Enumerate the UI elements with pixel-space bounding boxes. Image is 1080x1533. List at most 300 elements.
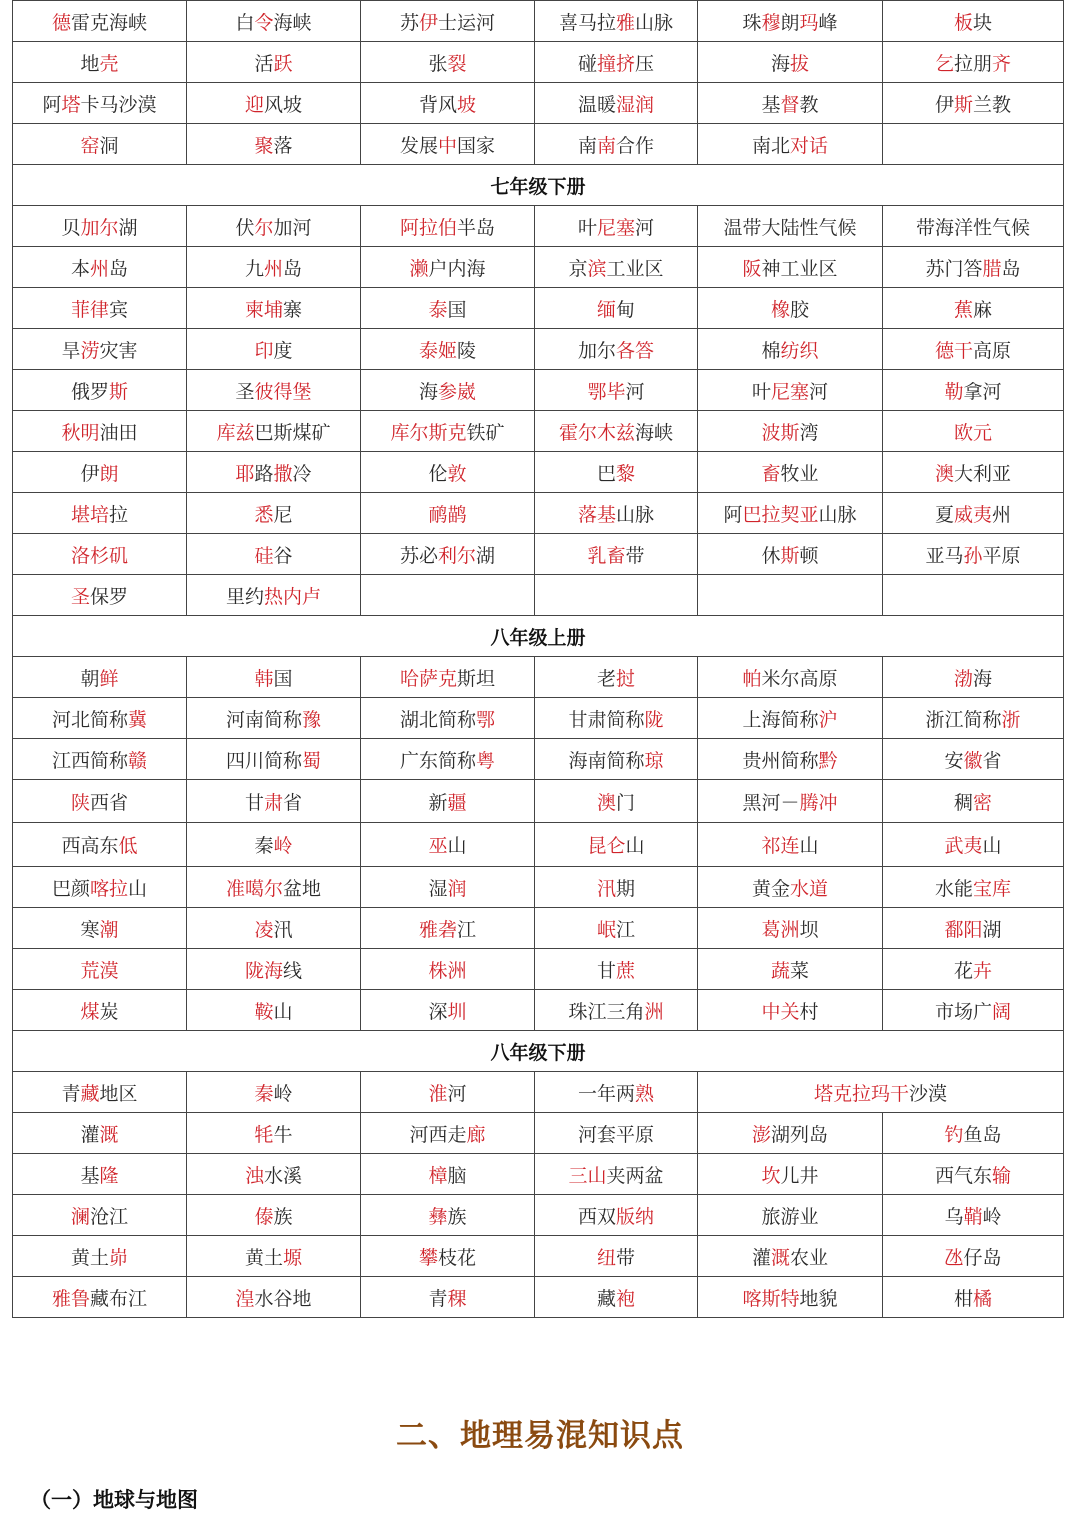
- term-text: 贝: [61, 216, 81, 239]
- table-cell: [361, 575, 535, 616]
- highlighted-char: 蔗: [616, 959, 636, 982]
- table-cell: [535, 206, 698, 247]
- table-cell: [535, 288, 698, 329]
- table-cell: [883, 247, 1064, 288]
- table-cell: [13, 288, 187, 329]
- table-cell: [187, 823, 361, 867]
- term-text: 一年两: [577, 1082, 635, 1105]
- table-cell: [13, 575, 187, 616]
- table-cell: [883, 1277, 1064, 1318]
- term-text: 陵: [457, 339, 477, 362]
- highlighted-char: 悉: [254, 503, 274, 526]
- highlighted-char: 韩: [254, 667, 274, 690]
- term-text: 伏: [235, 216, 255, 239]
- table-cell: [361, 1236, 535, 1277]
- term-text: 甘: [596, 959, 616, 982]
- term-text: 伦: [428, 462, 448, 485]
- highlighted-char: 帕: [742, 667, 762, 690]
- table-cell: [361, 1195, 535, 1236]
- highlighted-char: 圳: [447, 1000, 467, 1023]
- term-text: 夹两盆: [606, 1164, 664, 1187]
- term-text: 宾: [109, 298, 129, 321]
- table-cell: [13, 124, 187, 165]
- table-cell: [361, 780, 535, 823]
- highlighted-char: 荒漠: [80, 959, 119, 982]
- table-cell: [187, 206, 361, 247]
- table-cell: [883, 1236, 1064, 1277]
- highlighted-char: 蜀: [302, 749, 322, 772]
- table-cell: [883, 42, 1064, 83]
- term-text: 带: [616, 1246, 636, 1269]
- highlighted-char: 乳畜: [587, 544, 626, 567]
- term-text: 深: [428, 1000, 448, 1023]
- term-text: 带: [625, 544, 645, 567]
- table-cell: [187, 288, 361, 329]
- table-cell: [187, 1, 361, 42]
- term-text: 夏: [934, 503, 954, 526]
- highlighted-char: 腾冲: [799, 791, 838, 814]
- term-text: 度: [273, 339, 293, 362]
- table-cell: [361, 83, 535, 124]
- highlighted-char: 库尔斯克: [390, 421, 467, 444]
- highlighted-char: 巴拉契亚: [742, 503, 819, 526]
- term-text: 市场广: [934, 1000, 992, 1023]
- table-row: [13, 452, 1064, 493]
- term-text: 江西简称: [51, 749, 128, 772]
- table-cell: [13, 83, 187, 124]
- highlighted-char: 齐: [992, 52, 1012, 75]
- section-title: 八年级下册: [13, 1031, 1064, 1072]
- term-text: 四川简称: [225, 749, 302, 772]
- highlighted-char: 柬埔: [244, 298, 283, 321]
- table-cell: [361, 739, 535, 780]
- table-cell: [535, 411, 698, 452]
- term-text: 新: [428, 791, 448, 814]
- highlighted-char: 稞: [447, 1287, 467, 1310]
- table-row: [13, 698, 1064, 739]
- section-title: 七年级下册: [13, 165, 1064, 206]
- term-text: 珠江三角: [568, 1000, 645, 1023]
- table-cell: [361, 1154, 535, 1195]
- highlighted-char: 阪: [742, 257, 762, 280]
- highlighted-char: 株洲: [428, 959, 467, 982]
- table-cell: [535, 698, 698, 739]
- term-text: 河: [447, 1082, 467, 1105]
- term-text: 山脉: [616, 503, 655, 526]
- table-cell: [698, 452, 883, 493]
- table-cell: [698, 867, 883, 908]
- highlighted-char: 中: [437, 134, 457, 157]
- term-text: 炭: [99, 1000, 119, 1023]
- table-row: [13, 83, 1064, 124]
- table-cell: [883, 1, 1064, 42]
- highlighted-char: 落基: [577, 503, 616, 526]
- term-text: 本: [70, 257, 90, 280]
- table-cell: [883, 867, 1064, 908]
- highlighted-char: 利尔: [437, 544, 476, 567]
- table-cell: [361, 411, 535, 452]
- table-cell: [361, 949, 535, 990]
- table-cell: [187, 247, 361, 288]
- highlighted-char: 坎: [761, 1164, 781, 1187]
- table-cell: [698, 780, 883, 823]
- term-text: 加河: [273, 216, 312, 239]
- term-text: 叶: [577, 216, 597, 239]
- term-text: 甘: [244, 791, 264, 814]
- highlighted-char: 水道: [790, 877, 829, 900]
- term-text: 巴: [596, 462, 616, 485]
- table-cell: [361, 1, 535, 42]
- highlighted-char: 斯: [953, 93, 973, 116]
- table-cell: [535, 575, 698, 616]
- term-text: 西双: [577, 1205, 616, 1228]
- highlighted-char: 霍尔木兹: [558, 421, 635, 444]
- term-text: 族: [447, 1205, 467, 1228]
- table-cell: [13, 329, 187, 370]
- highlighted-char: 澳: [596, 791, 616, 814]
- term-text: 山: [982, 835, 1002, 857]
- highlighted-char: 润: [447, 877, 467, 900]
- term-text: 麻: [973, 298, 993, 321]
- term-text: 安: [944, 749, 964, 772]
- highlighted-char: 陇海: [244, 959, 283, 982]
- table-cell: [883, 1195, 1064, 1236]
- highlighted-char: 牦: [254, 1123, 274, 1146]
- highlighted-char: 喀拉: [89, 877, 128, 900]
- term-text: 乌: [944, 1205, 964, 1228]
- term-text: 卡马沙漠: [80, 93, 157, 116]
- term-text: 西气东: [934, 1164, 992, 1187]
- term-text: 朝: [80, 667, 100, 690]
- term-text: 南: [577, 134, 597, 157]
- table-cell: [698, 370, 883, 411]
- table-cell: [883, 698, 1064, 739]
- term-text: 甸: [616, 298, 636, 321]
- highlighted-char: 澎: [751, 1123, 771, 1146]
- highlighted-char: 挤: [616, 52, 636, 75]
- term-text: 海峡: [273, 11, 312, 34]
- table-cell: [883, 739, 1064, 780]
- term-text: 海峡: [635, 421, 674, 444]
- term-text: 京: [568, 257, 588, 280]
- highlighted-char: 鄂: [476, 708, 496, 731]
- highlighted-char: 准噶尔: [225, 877, 283, 900]
- term-text: 海: [973, 667, 993, 690]
- table-cell: [187, 411, 361, 452]
- table-cell: [698, 206, 883, 247]
- term-text: 户内海: [428, 257, 486, 280]
- table-cell: [361, 657, 535, 698]
- highlighted-char: 菲律: [70, 298, 109, 321]
- table-cell: [361, 247, 535, 288]
- term-text: 里约: [225, 585, 264, 608]
- highlighted-char: 冀: [128, 708, 148, 731]
- table-cell: [13, 1113, 187, 1154]
- table-row: [13, 1236, 1064, 1277]
- highlighted-char: 州: [263, 257, 283, 280]
- highlighted-char: 尼塞: [596, 216, 635, 239]
- term-text: 农业: [790, 1246, 829, 1269]
- term-text: 保罗: [90, 585, 129, 608]
- section-title: 八年级上册: [13, 616, 1064, 657]
- table-cell: [883, 124, 1064, 165]
- term-text: 秦: [254, 835, 274, 857]
- table-cell: [361, 698, 535, 739]
- table-cell: [13, 823, 187, 867]
- table-cell: [535, 1, 698, 42]
- table-cell: [187, 452, 361, 493]
- table-cell: [883, 370, 1064, 411]
- term-text: 山: [273, 1000, 293, 1023]
- term-text: 门: [616, 791, 636, 814]
- term-text: 河西走: [409, 1123, 467, 1146]
- term-text: 国: [447, 298, 467, 321]
- highlighted-char: 湿润: [616, 93, 655, 116]
- highlighted-char: 壳: [99, 52, 119, 75]
- term-text: 汛: [273, 918, 293, 941]
- term-text: 巴斯煤矿: [254, 421, 331, 444]
- highlighted-char: 岷: [596, 918, 616, 941]
- section-row: [13, 165, 1064, 206]
- table-cell: [883, 949, 1064, 990]
- highlighted-char: 德干: [934, 339, 973, 362]
- table-cell: [13, 247, 187, 288]
- highlighted-char: 汛: [596, 877, 616, 900]
- table-cell: [535, 1277, 698, 1318]
- term-text: 老: [596, 667, 616, 690]
- term-text: 工业区: [606, 257, 664, 280]
- term-text: 神工业区: [761, 257, 838, 280]
- highlighted-char: 腊: [982, 257, 1002, 280]
- highlighted-char: 哈萨克: [399, 667, 457, 690]
- highlighted-char: 卉: [973, 959, 993, 982]
- table-cell: [535, 990, 698, 1031]
- table-cell: [187, 1113, 361, 1154]
- highlighted-char: 肃: [263, 791, 283, 814]
- table-cell: [361, 329, 535, 370]
- highlighted-char: 蕉: [953, 298, 973, 321]
- table-cell: [535, 657, 698, 698]
- term-text: 山: [447, 835, 467, 857]
- term-text: 河北简称: [51, 708, 128, 731]
- table-cell: [13, 949, 187, 990]
- vocabulary-table: [12, 0, 1064, 1318]
- highlighted-char: 疆: [447, 791, 467, 814]
- highlighted-char: 徽: [963, 749, 983, 772]
- term-text: 九: [244, 257, 264, 280]
- table-cell: [13, 990, 187, 1031]
- table-cell: [698, 534, 883, 575]
- table-cell: [698, 411, 883, 452]
- term-text: 省: [283, 791, 303, 814]
- term-text: 寒: [80, 918, 100, 941]
- highlighted-char: 各答: [616, 339, 655, 362]
- highlighted-char: 对话: [790, 134, 829, 157]
- term-text: 线: [283, 959, 303, 982]
- highlighted-char: 裂: [447, 52, 467, 75]
- table-cell: [883, 823, 1064, 867]
- table-cell: [883, 780, 1064, 823]
- table-cell: [13, 1236, 187, 1277]
- table-row: [13, 1277, 1064, 1318]
- term-text: 上海简称: [742, 708, 819, 731]
- table-cell: [187, 867, 361, 908]
- term-text: 海: [418, 380, 438, 403]
- term-text: 休: [761, 544, 781, 567]
- term-text: 加尔: [577, 339, 616, 362]
- table-row: [13, 42, 1064, 83]
- highlighted-char: 滨: [587, 257, 607, 280]
- table-cell: [698, 657, 883, 698]
- term-text: 山脉: [635, 11, 674, 34]
- highlighted-char: 缅: [596, 298, 616, 321]
- term-text: 白: [235, 11, 255, 34]
- term-text: 叶: [751, 380, 771, 403]
- term-text: 湖: [982, 918, 1002, 941]
- table-cell: [883, 288, 1064, 329]
- term-text: 鱼岛: [963, 1123, 1002, 1146]
- term-text: 伊: [80, 462, 100, 485]
- highlighted-char: 窑: [80, 134, 100, 157]
- term-text: 河: [809, 380, 829, 403]
- term-text: 大利亚: [954, 462, 1012, 485]
- table-cell: [535, 83, 698, 124]
- table-cell: [883, 1154, 1064, 1195]
- highlighted-char: 跃: [273, 52, 293, 75]
- highlighted-char: 鄂毕: [587, 380, 626, 403]
- highlighted-char: 熟: [635, 1082, 655, 1105]
- table-cell: [883, 657, 1064, 698]
- highlighted-char: 泰: [428, 298, 448, 321]
- highlighted-char: 参崴: [438, 380, 477, 403]
- table-cell: [698, 493, 883, 534]
- term-text: 拉朋: [953, 52, 992, 75]
- term-text: 藏: [596, 1287, 616, 1310]
- table-cell: [187, 534, 361, 575]
- highlighted-char: 纺织: [780, 339, 819, 362]
- term-text: 族: [273, 1205, 293, 1228]
- term-text: 压: [635, 52, 655, 75]
- highlighted-char: 藏: [80, 1082, 100, 1105]
- term-text: 棉: [761, 339, 781, 362]
- highlighted-char: 加尔: [80, 216, 119, 239]
- highlighted-char: 勒: [944, 380, 964, 403]
- table-cell: [187, 124, 361, 165]
- highlighted-char: 穆: [761, 11, 781, 34]
- highlighted-char: 拔: [790, 52, 810, 75]
- term-text: 活: [254, 52, 274, 75]
- highlighted-char: 热内卢: [264, 585, 322, 608]
- table-cell: [535, 1195, 698, 1236]
- highlighted-char: 阔: [992, 1000, 1012, 1023]
- table-cell: [361, 370, 535, 411]
- table-row: [13, 1113, 1064, 1154]
- highlighted-char: 聚: [254, 134, 274, 157]
- table-cell: [698, 1277, 883, 1318]
- term-text: 洞: [99, 134, 119, 157]
- highlighted-char: 黎: [616, 462, 636, 485]
- table-row: [13, 370, 1064, 411]
- table-cell: [13, 1277, 187, 1318]
- term-text: 风坡: [264, 93, 303, 116]
- term-text: 脑: [447, 1164, 467, 1187]
- term-text: 水能: [934, 877, 973, 900]
- term-text: 河: [635, 216, 655, 239]
- table-cell: [13, 411, 187, 452]
- table-cell: [187, 949, 361, 990]
- highlighted-char: 塔克拉玛干: [813, 1082, 909, 1105]
- table-row: [13, 739, 1064, 780]
- table-cell: [698, 575, 883, 616]
- term-text: 浙江简称: [925, 708, 1002, 731]
- term-text: 碰: [577, 52, 597, 75]
- table-cell: [698, 949, 883, 990]
- highlighted-char: 朗: [99, 462, 119, 485]
- term-text: 顿: [799, 544, 819, 567]
- table-cell: [187, 780, 361, 823]
- table-cell: [13, 452, 187, 493]
- highlighted-char: 令: [254, 11, 274, 34]
- term-text: 盆地: [283, 877, 322, 900]
- term-text: 冷: [292, 462, 312, 485]
- term-text: 江: [616, 918, 636, 941]
- highlighted-char: 堪培: [70, 503, 109, 526]
- term-text: 牧业: [780, 462, 819, 485]
- table-cell: [13, 908, 187, 949]
- term-text: 地: [80, 52, 100, 75]
- highlighted-char: 泰姬: [418, 339, 457, 362]
- term-text: 温暖: [577, 93, 616, 116]
- table-row: [13, 329, 1064, 370]
- highlighted-char: 隆: [99, 1164, 119, 1187]
- term-text: 俄罗: [70, 380, 109, 403]
- term-text: 湖: [476, 544, 496, 567]
- highlighted-char: 南: [596, 134, 616, 157]
- table-cell: [361, 990, 535, 1031]
- term-text: 朗: [780, 11, 800, 34]
- highlighted-char: 淮: [428, 1082, 448, 1105]
- term-text: 阿: [42, 93, 62, 116]
- table-row: [13, 1, 1064, 42]
- table-cell: [698, 990, 883, 1031]
- table-cell: [698, 1113, 883, 1154]
- highlighted-char: 波斯: [761, 421, 800, 444]
- term-text: 水谷地: [254, 1287, 312, 1310]
- table-cell: [698, 823, 883, 867]
- highlighted-char: 彼得堡: [254, 380, 312, 403]
- term-text: 基: [761, 93, 781, 116]
- term-text: 胶: [790, 298, 810, 321]
- table-cell: [883, 908, 1064, 949]
- highlighted-char: 樟: [428, 1164, 448, 1187]
- table-cell: [535, 493, 698, 534]
- term-text: 尼: [273, 503, 293, 526]
- highlighted-char: 低: [118, 835, 138, 857]
- term-text: 水溪: [264, 1164, 303, 1187]
- highlighted-char: 峁: [109, 1246, 129, 1269]
- table-cell: [187, 575, 361, 616]
- highlighted-char: 耶: [235, 462, 255, 485]
- highlighted-char: 黔: [818, 749, 838, 772]
- table-cell: [535, 1072, 698, 1113]
- term-text: 巴颜: [51, 877, 90, 900]
- term-text: 高原: [973, 339, 1012, 362]
- term-text: 青: [428, 1287, 448, 1310]
- table-cell: [698, 739, 883, 780]
- term-text: 江: [457, 918, 477, 941]
- term-text: 海: [770, 52, 790, 75]
- table-row: [13, 124, 1064, 165]
